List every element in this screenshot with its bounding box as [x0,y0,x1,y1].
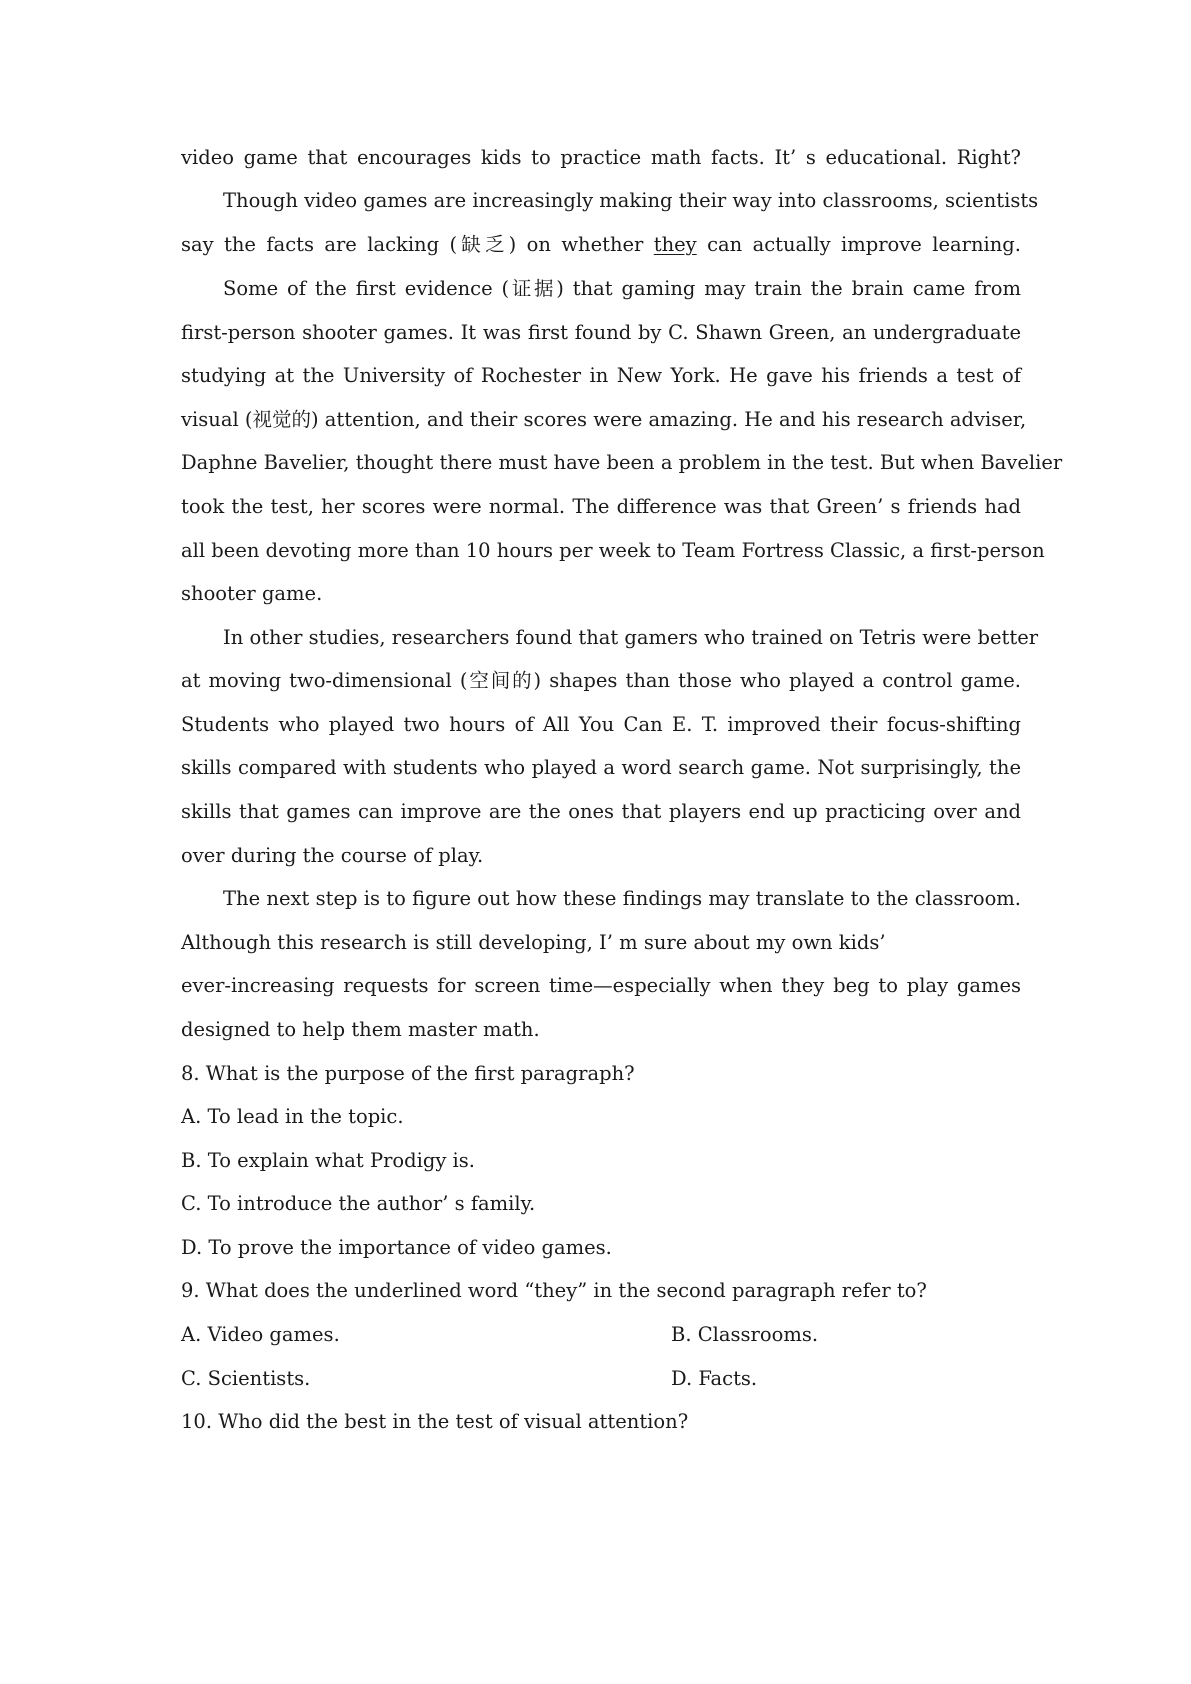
option-8d: D. To prove the importance of video games. [181,1236,612,1259]
question-8: 8. What is the purpose of the first paragraph? [181,1062,635,1085]
passage-line: skills that games can improve are the ones that players end up practicing over and [181,800,1021,823]
passage-line: ever-increasing requests for screen time—especially when they beg to play games [181,974,1021,997]
passage-line: at moving two-dimensional (空间的) shapes than those who played a control game. [181,669,1021,692]
passage-line: studying at the University of Rochester in New York. He gave his friends a test of [181,364,1021,387]
option-9d: D. Facts. [671,1367,758,1390]
option-8c: C. To introduce the author’ s family. [181,1192,536,1215]
passage-line: video game that encourages kids to practice math facts. It’ s educational. Right? [181,146,1021,169]
passage-line: all been devoting more than 10 hours per week to Team Fortress Classic, a first-person [181,539,1045,562]
passage-line: Although this research is still developing, I’ m sure about my own kids’ [181,931,886,954]
passage-line: over during the course of play. [181,844,484,867]
option-8a: A. To lead in the topic. [181,1105,404,1128]
option-9b: B. Classrooms. [671,1323,819,1346]
passage-line: Students who played two hours of All You Can E. T. improved their focus-shifting [181,713,1021,736]
passage-text: say the facts are lacking (缺乏) on whether [181,233,654,256]
option-9a: A. Video games. [181,1323,340,1346]
passage-line: designed to help them master math. [181,1018,540,1041]
passage-line: Though video games are increasingly making their way into classrooms, scientists [223,189,1039,212]
passage-line: visual (视觉的) attention, and their scores were amazing. He and his research adviser, [181,408,1027,431]
passage-text: can actually improve learning. [696,233,1021,256]
passage-line: The next step is to figure out how these findings may translate to the classroom. [223,887,1021,910]
passage-line: first-person shooter games. It was first found by C. Shawn Green, an undergraduate [181,321,1021,344]
underlined-word-they: they [653,233,697,256]
passage-line: In other studies, researchers found that gamers who trained on Tetris were better [223,626,1039,649]
question-9: 9. What does the underlined word “they” in the second paragraph refer to? [181,1279,927,1302]
question-10: 10. Who did the best in the test of visual attention? [181,1410,689,1433]
passage-line [181,231,1021,259]
passage-line: shooter game. [181,582,323,605]
passage-line: Some of the first evidence (证据) that gaming may train the brain came from [223,277,1021,300]
passage-line: skills compared with students who played a word search game. Not surprisingly, the [181,756,1021,779]
passage-line: took the test, her scores were normal. The difference was that Green’ s friends had [181,495,1021,518]
option-9c: C. Scientists. [181,1367,311,1390]
option-8b: B. To explain what Prodigy is. [181,1149,475,1172]
passage-line: Daphne Bavelier, thought there must have been a problem in the test. But when Bavelier [181,451,1063,474]
